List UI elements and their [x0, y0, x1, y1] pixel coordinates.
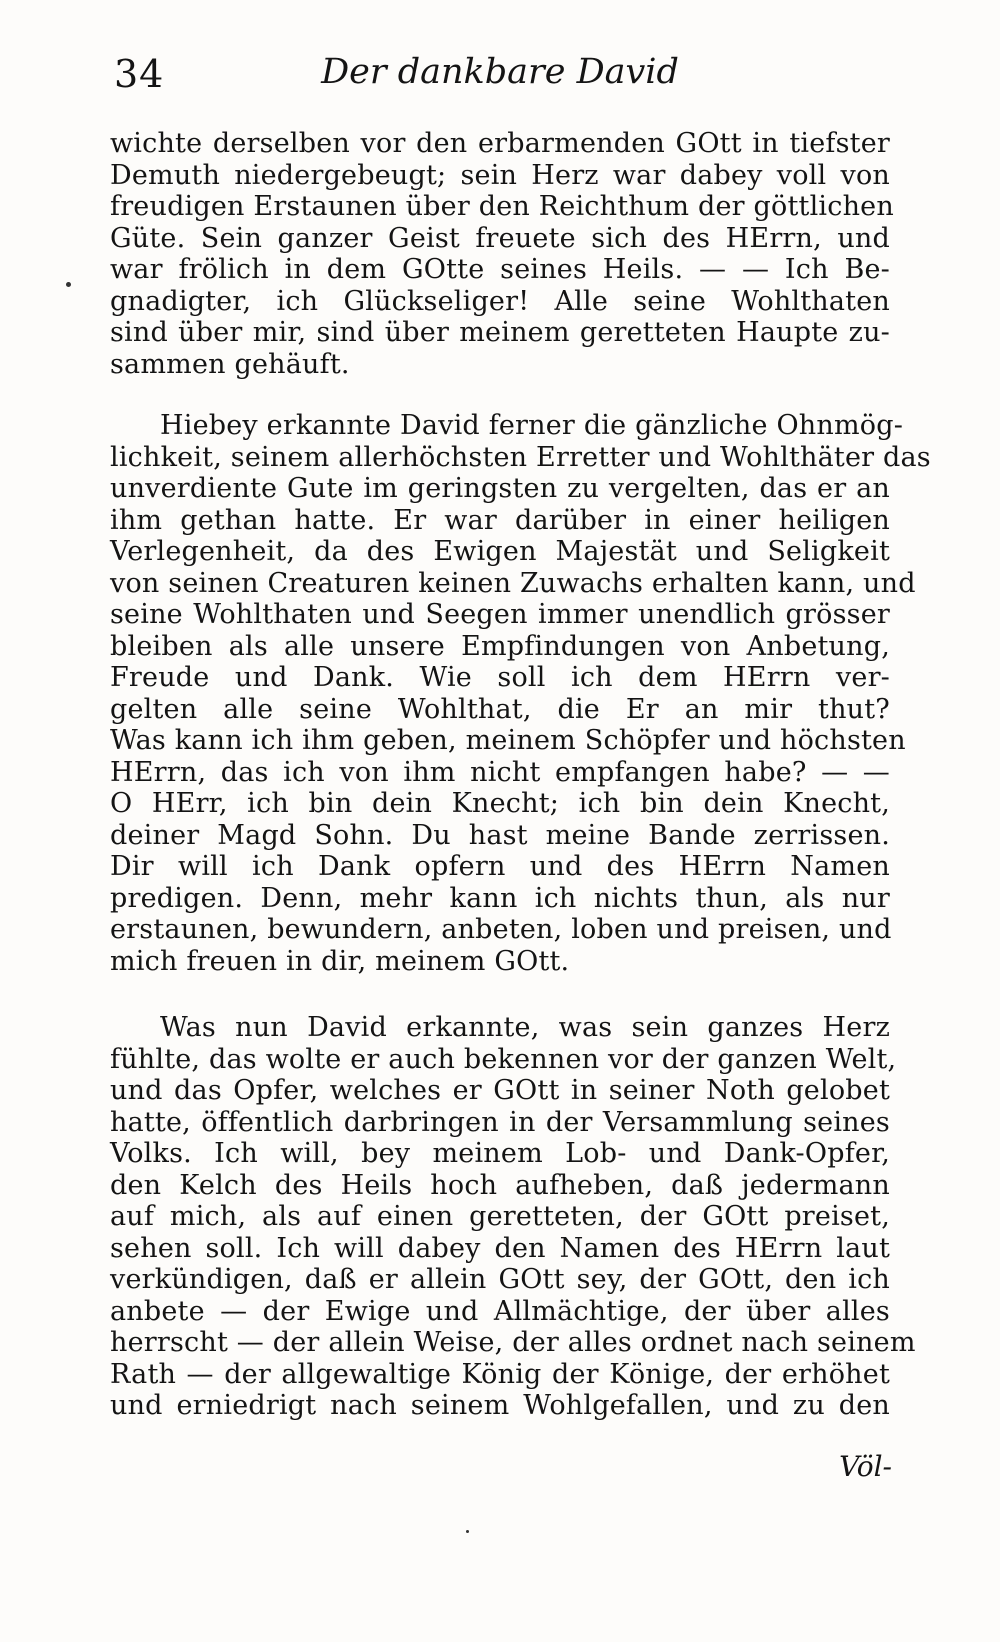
text-line: O HErr, ich bin dein Knecht; ich bin dein Knecht, — [110, 788, 890, 819]
text-line: Was nun David erkannte, was sein ganzes Herz — [160, 1012, 890, 1043]
text-line: Volks. Ich will, bey meinem Lob- und Dank-Opfer, — [110, 1138, 890, 1169]
page-number: 34 — [114, 52, 165, 96]
text-line: sammen gehäuft. — [110, 348, 350, 380]
text-line: ihm gethan hatte. Er war darüber in einer heiligen — [110, 504, 890, 536]
text-line: Freude und Dank. Wie soll ich dem HErrn ver- — [110, 662, 890, 693]
text-line: erstaunen, bewundern, anbeten, loben und preisen, und — [110, 914, 892, 945]
paragraph-1 — [110, 128, 894, 380]
text-line: fühlte, das wolte er auch bekennen vor der ganzen Welt, — [110, 1043, 897, 1075]
text-line: herrscht — der allein Weise, der alles ordnet nach seinem — [110, 1327, 916, 1358]
text-line: seine Wohlthaten und Seegen immer unendlich grösser — [110, 599, 890, 630]
ink-speck — [466, 1530, 469, 1533]
text-line: Dir will ich Dank opfern und des HErrn Namen — [110, 851, 890, 882]
text-line: und erniedrigt nach seinem Wohlgefallen, und zu den — [110, 1390, 890, 1421]
text-line: wichte derselben vor den erbarmenden GOtt in tiefster — [110, 128, 890, 159]
text-line: HErrn, das ich von ihm nicht empfangen habe? — — — [110, 756, 890, 788]
text-line: mich freuen in dir, meinem GOtt. — [110, 945, 570, 977]
text-line: verkündigen, daß er allein GOtt sey, der GOtt, den ich — [110, 1264, 890, 1295]
text-line: Güte. Sein ganzer Geist freuete sich des HErrn, und — [110, 222, 890, 254]
text-line: den Kelch des Heils hoch aufheben, daß jedermann — [110, 1169, 890, 1201]
text-line: und das Opfer, welches er GOtt in seiner Noth gelobet — [110, 1075, 890, 1106]
text-line: sind über mir, sind über meinem geretteten Haupte zu- — [110, 317, 890, 348]
text-line: von seinen Creaturen keinen Zuwachs erhalten kann, und — [110, 567, 916, 599]
text-line: Hiebey erkannte David ferner die gänzliche Ohnmög- — [160, 410, 904, 441]
paragraph-2 — [110, 410, 931, 977]
paragraph-3 — [110, 1012, 916, 1422]
text-line: lichkeit, seinem allerhöchsten Erretter und Wohlthäter das — [110, 441, 931, 473]
text-line: gnadigter, ich Glückseliger! Alle seine Wohlthaten — [110, 285, 890, 317]
text-line: unverdiente Gute im geringsten zu vergelten, das er an — [110, 473, 890, 504]
text-line: hatte, öffentlich darbringen in der Versammlung seines — [110, 1106, 890, 1138]
text-line: deiner Magd Sohn. Du hast meine Bande zerrissen. — [110, 819, 890, 851]
text-line: sehen soll. Ich will dabey den Namen des HErrn laut — [110, 1232, 890, 1264]
text-line: bleiben als alle unsere Empfindungen von Anbetung, — [110, 630, 890, 662]
ink-speck — [66, 282, 71, 287]
text-line: war frölich in dem GOtte seines Heils. — — Ich Be- — [110, 254, 890, 285]
text-line: anbete — der Ewige und Allmächtige, der über alles — [110, 1295, 890, 1327]
text-line: Rath — der allgewaltige König der Könige, der erhöhet — [110, 1358, 890, 1390]
text-line: auf mich, als auf einen geretteten, der GOtt preiset, — [110, 1201, 890, 1232]
running-title: Der dankbare David — [321, 52, 679, 92]
text-line: Verlegenheit, da des Ewigen Majestät und Seligkeit — [110, 536, 890, 567]
text-line: Demuth niedergebeugt; sein Herz war dabey voll von — [110, 159, 890, 191]
text-line: gelten alle seine Wohlthat, die Er an mir thut? — [110, 693, 890, 725]
text-line: freudigen Erstaunen über den Reichthum der göttlichen — [110, 191, 894, 222]
catchword: Völ- — [839, 1450, 892, 1483]
text-line: predigen. Denn, mehr kann ich nichts thun, als nur — [110, 882, 890, 914]
text-line: Was kann ich ihm geben, meinem Schöpfer und höchsten — [110, 725, 906, 756]
page-header — [110, 52, 890, 102]
